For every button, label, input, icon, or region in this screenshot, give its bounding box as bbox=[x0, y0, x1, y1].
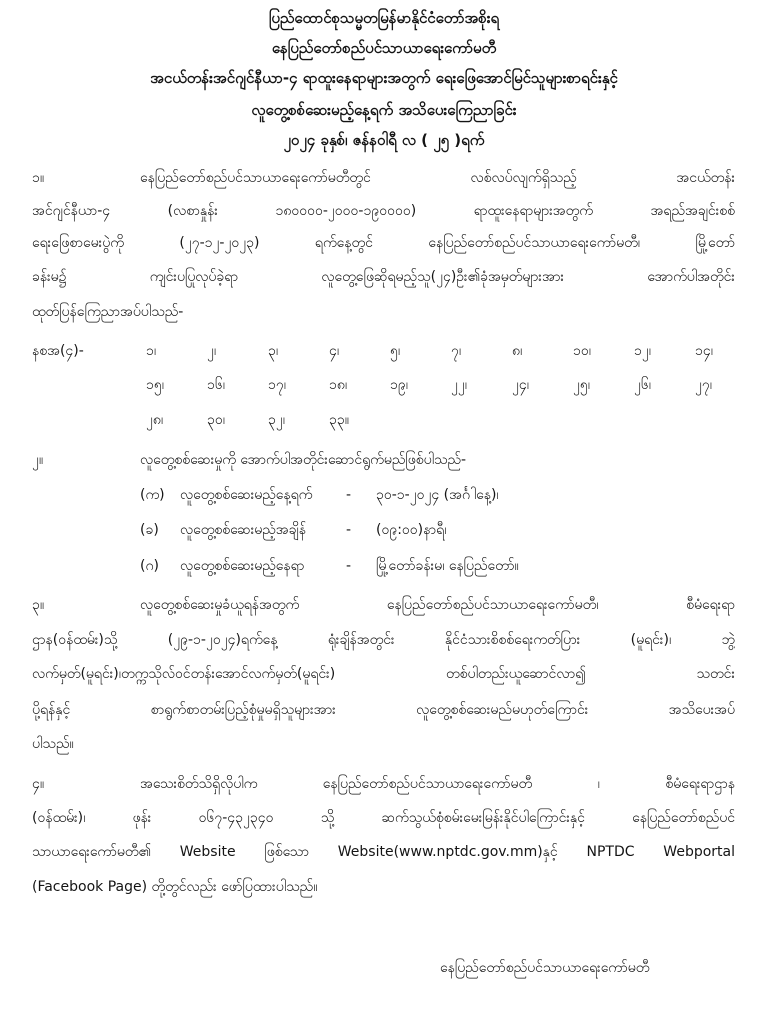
paragraph-line: ဌာန(ဝန်ထမ်း)သို့ (၂၉-၁-၂၀၂၄)ရက်နေ့ ရုံးချိန်အတွင်း နိုင်ငံသားစိစစ်ရေးကတ်ပြား (မူရင်း)၊ ဘွဲ့ bbox=[32, 632, 735, 648]
item-marker: (ဂ) bbox=[140, 558, 159, 574]
paragraph-number: ၄။ bbox=[32, 776, 45, 792]
item-dash: - bbox=[346, 558, 352, 574]
roll-number: ၇၊ bbox=[451, 343, 462, 359]
roll-number: ၂၇၊ bbox=[695, 377, 712, 393]
item-dash: - bbox=[346, 522, 352, 538]
roll-number: ၁၈၊ bbox=[329, 377, 348, 393]
paragraph-line: ခန်းမ၌ ကျင်းပပြုလုပ်ခဲ့ရာ လူတွေ့ဖြေဆိုရမည့်သူ(၂၄)ဦး၏ခုံအမှတ်များအား အောက်ပါအတိုင်း bbox=[32, 269, 735, 285]
item-marker: (က) bbox=[140, 487, 165, 503]
paragraph-line: ထုတ်ပြန်ကြေညာအပ်ပါသည်- bbox=[32, 304, 184, 320]
roll-number-row bbox=[140, 405, 750, 435]
roll-number-label: နစအ(၄)- bbox=[32, 343, 84, 359]
roll-number: ၁၆၊ bbox=[207, 377, 225, 393]
roll-number: ၃၊ bbox=[268, 343, 279, 359]
interview-venue-value: မြို့တော်ခန်းမ၊ နေပြည်တော်။ bbox=[376, 558, 519, 574]
roll-number: ၈၊ bbox=[512, 343, 523, 359]
paragraph-line: သာယာရေးကော်မတီ၏ Website ဖြစ်သော Website(www.nptdc.gov.mm)နှင့် NPTDC Webportal bbox=[32, 844, 735, 860]
paragraph-line: ပါသည်။ bbox=[32, 736, 74, 752]
committee-title: နေပြည်တော်စည်ပင်သာယာရေးကော်မတီ bbox=[271, 39, 497, 57]
roll-number: ၂၄၊ bbox=[512, 377, 529, 393]
roll-number: ၅၊ bbox=[390, 343, 401, 359]
roll-number-row bbox=[140, 336, 750, 366]
paragraph-line: လက်မှတ်(မူရင်း)၊တက္ကသိုလ်ဝင်တန်းအောင်လက်မှတ်(မူရင်း) တစ်ပါတည်းယူဆောင်လာ၍ သတင်း bbox=[32, 666, 735, 682]
paragraph-number: ၃။ bbox=[32, 597, 45, 613]
roll-number: ၁၉၊ bbox=[390, 377, 408, 393]
roll-number: ၁၄၊ bbox=[695, 343, 713, 359]
roll-number: ၃၃။ bbox=[329, 412, 349, 428]
roll-number: ၃၀၊ bbox=[207, 412, 225, 428]
paragraph-line: လူတွေ့စစ်ဆေးမှုကို အောက်ပါအတိုင်းဆောင်ရွက်မည်ဖြစ်ပါသည်- bbox=[140, 452, 467, 468]
roll-number: ၁၀၊ bbox=[573, 343, 591, 359]
roll-number-row bbox=[140, 370, 750, 400]
paragraph-line: ပို့ရန်နှင့် စာရွက်စာတမ်းပြည့်စုံမှုမရှိသူများအား လူတွေ့စစ်ဆေးမည်မဟုတ်ကြောင်း အသိပေးအပ် bbox=[32, 702, 735, 718]
roll-number: ၂၅၊ bbox=[573, 377, 590, 393]
paragraph-line: (Facebook Page) တို့တွင်လည်း ဖော်ပြထားပါသည်။ bbox=[32, 879, 318, 895]
government-title: ပြည်ထောင်စုသမ္မတမြန်မာနိုင်ငံတော်အစိုးရ bbox=[268, 9, 500, 27]
roll-number: ၂၂၊ bbox=[451, 377, 467, 393]
announcement-subject: အငယ်တန်းအင်ဂျင်နီယာ-၄ ရာထူးနေရာများအတွက် ရေးဖြေအောင်မြင်သူများစာရင်းနှင့် bbox=[150, 69, 618, 87]
roll-number: ၄၊ bbox=[329, 343, 340, 359]
signature-block: နေပြည်တော်စည်ပင်သာယာရေးကော်မတီ bbox=[440, 960, 650, 976]
interview-date-value: ၃၀-၁-၂၀၂၄ (အင်္ဂါနေ့)၊ bbox=[376, 487, 499, 503]
roll-number: ၁၇၊ bbox=[268, 377, 286, 393]
paragraph-number: ၂။ bbox=[32, 452, 44, 468]
paragraph-line: အင်ဂျင်နီယာ-၄ (လစာနှုန်း ၁၈၀၀၀၀-၂၀၀၀-၁၉၀၀၀၀) ရာထူးနေရာများအတွက် အရည်အချင်းစစ် bbox=[32, 203, 735, 219]
roll-number: ၂၊ bbox=[207, 343, 217, 359]
item-dash: - bbox=[346, 487, 352, 503]
roll-number: ၁၅၊ bbox=[146, 377, 164, 393]
announcement-date: ၂၀၂၄ ခုနှစ်၊ ဇန်နဝါရီ လ ( ၂၅ )ရက် bbox=[283, 131, 485, 149]
paragraph-line: (ဝန်ထမ်း)၊ ဖုန်း ၀၆၇-၄၃၂၃၄၀ သို့ ဆက်သွယ်စုံစမ်းမေးမြန်းနိုင်ပါကြောင်းနှင့် နေပြည်တော်စည်ပင် bbox=[32, 810, 735, 826]
item-marker: (ခ) bbox=[140, 522, 159, 538]
paragraph-line: နေပြည်တော်စည်ပင်သာယာရေးကော်မတီတွင် လစ်လပ်လျက်ရှိသည့် အငယ်တန်း bbox=[140, 170, 735, 186]
interview-time-value: (၀၉:၀၀)နာရီ၊ bbox=[376, 522, 447, 538]
roll-number: ၃၂၊ bbox=[268, 412, 285, 428]
roll-number: ၁၂၊ bbox=[634, 343, 651, 359]
roll-number: ၂၆၊ bbox=[634, 377, 651, 393]
roll-number: ၁၊ bbox=[146, 343, 157, 359]
paragraph-line: လူတွေ့စစ်ဆေးမှုခံယူရန်အတွက် နေပြည်တော်စည်ပင်သာယာရေးကော်မတီ၊ စီမံရေးရာ bbox=[140, 597, 735, 613]
interview-venue-label: လူတွေ့စစ်ဆေးမည့်နေရာ bbox=[180, 558, 305, 574]
paragraph-line: အသေးစိတ်သိရှိလိုပါက နေပြည်တော်စည်ပင်သာယာရေးကော်မတီ ၊ စီမံရေးရာဌာန bbox=[140, 776, 735, 792]
interview-date-label: လူတွေ့စစ်ဆေးမည့်နေ့ရက် bbox=[180, 487, 313, 503]
roll-number: ၂၈၊ bbox=[146, 412, 164, 428]
interview-time-label: လူတွေ့စစ်ဆေးမည့်အချိန် bbox=[180, 522, 306, 538]
paragraph-line: ရေးဖြေစာမေးပွဲကို (၂၇-၁၂-၂၀၂၃) ရက်နေ့တွင် နေပြည်တော်စည်ပင်သာယာရေးကော်မတီ၊ မြို့တော် bbox=[32, 235, 735, 251]
paragraph-number: ၁။ bbox=[32, 170, 45, 186]
announcement-heading: လူတွေ့စစ်ဆေးမည့်နေ့ရက် အသိပေးကြေညာခြင်း bbox=[251, 101, 517, 119]
